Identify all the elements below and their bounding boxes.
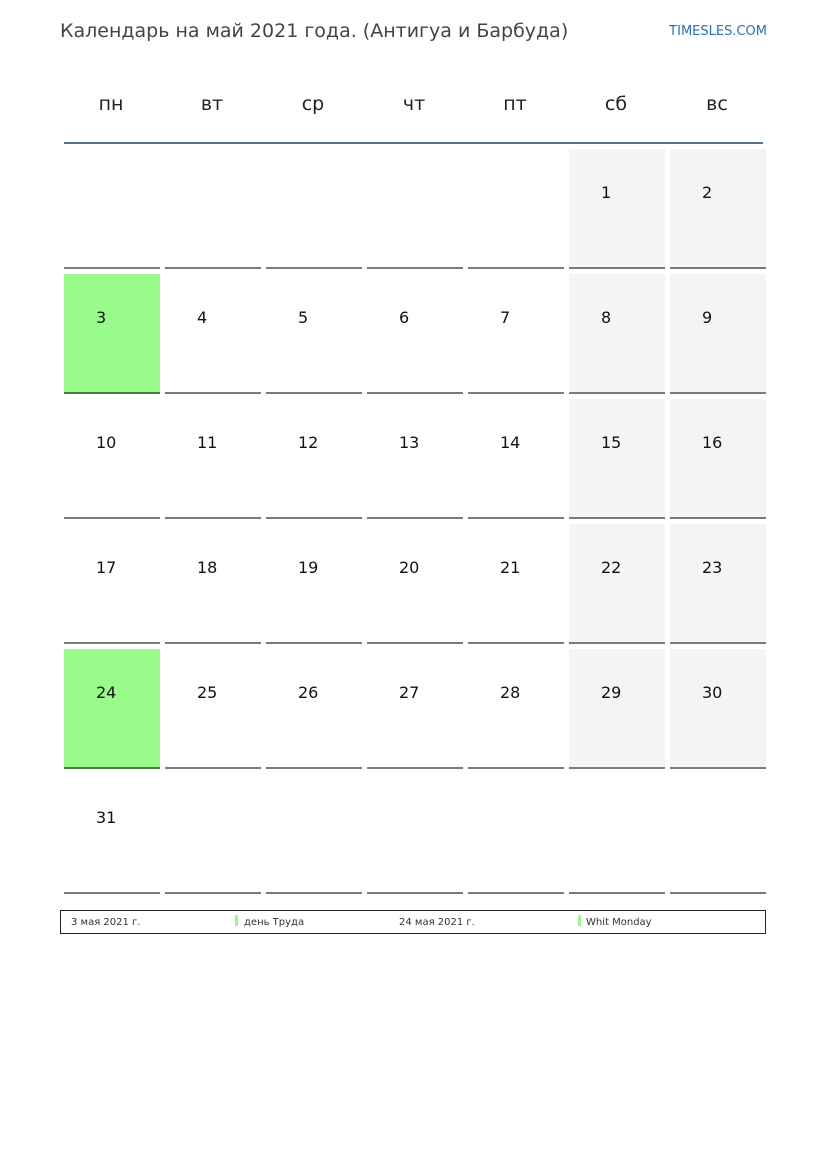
day-number: 30 [702,683,723,702]
day-number: 8 [601,308,612,327]
day-number: 15 [601,433,622,452]
day-number: 4 [197,308,208,327]
day-cell[interactable] [266,399,362,519]
day-cell[interactable] [367,649,463,769]
weekday-label: чт [402,93,426,115]
day-cell[interactable] [569,149,665,269]
empty-day-cell [670,774,766,894]
header-divider [64,142,763,144]
day-number: 14 [500,433,521,452]
day-number: 26 [298,683,319,702]
day-number: 18 [197,558,218,577]
day-cell[interactable] [64,399,160,519]
empty-day-cell [165,149,261,269]
day-number: 20 [399,558,420,577]
weekday-label: пт [503,93,527,115]
day-number: 31 [96,808,117,827]
legend-date: 3 мая 2021 г. [71,917,141,928]
day-number: 10 [96,433,117,452]
day-number: 19 [298,558,319,577]
day-number: 3 [96,308,107,327]
day-cell[interactable] [266,274,362,394]
day-number: 16 [702,433,723,452]
day-cell[interactable] [165,524,261,644]
day-cell[interactable] [64,274,160,394]
day-number: 13 [399,433,420,452]
legend-color-marker [235,915,238,926]
day-number: 2 [702,183,713,202]
legend-color-marker [578,915,581,926]
day-number: 5 [298,308,309,327]
day-cell[interactable] [468,649,564,769]
legend-date: 24 мая 2021 г. [399,917,475,928]
weekday-label: вт [200,93,224,115]
day-number: 23 [702,558,723,577]
empty-day-cell [468,149,564,269]
day-cell[interactable] [670,149,766,269]
day-cell[interactable] [569,524,665,644]
day-number: 9 [702,308,713,327]
day-cell[interactable] [670,399,766,519]
empty-day-cell [266,774,362,894]
day-cell[interactable] [670,524,766,644]
day-number: 27 [399,683,420,702]
weekday-label: ср [301,93,325,115]
day-cell[interactable] [468,274,564,394]
page-title: Календарь на май 2021 года. (Антигуа и Барбуда) [60,20,569,42]
day-cell[interactable] [569,399,665,519]
day-cell[interactable] [165,274,261,394]
empty-day-cell [64,149,160,269]
holiday-legend [60,910,766,934]
day-number: 12 [298,433,319,452]
weekday-header [63,88,763,122]
site-link[interactable]: TIMESLES.COM [669,24,767,39]
day-cell[interactable] [569,274,665,394]
day-cell[interactable] [468,524,564,644]
day-cell[interactable] [165,399,261,519]
day-cell[interactable] [64,649,160,769]
day-number: 22 [601,558,622,577]
day-number: 29 [601,683,622,702]
day-cell[interactable] [569,649,665,769]
weekday-label: вс [706,93,728,115]
day-cell[interactable] [670,274,766,394]
empty-day-cell [266,149,362,269]
weekday-label: сб [604,93,628,115]
day-cell[interactable] [64,524,160,644]
legend-holiday-name: день Труда [244,917,305,928]
day-number: 25 [197,683,218,702]
day-cell[interactable] [165,649,261,769]
day-cell[interactable] [266,524,362,644]
empty-day-cell [367,149,463,269]
day-number: 11 [197,433,218,452]
day-cell[interactable] [266,649,362,769]
empty-day-cell [367,774,463,894]
day-number: 17 [96,558,117,577]
calendar-grid [64,149,764,894]
empty-day-cell [569,774,665,894]
day-cell[interactable] [64,774,160,894]
day-number: 21 [500,558,521,577]
day-number: 7 [500,308,511,327]
day-cell[interactable] [367,399,463,519]
day-cell[interactable] [670,649,766,769]
day-number: 28 [500,683,521,702]
day-number: 24 [96,683,117,702]
empty-day-cell [468,774,564,894]
legend-holiday-name: Whit Monday [586,917,652,928]
day-cell[interactable] [468,399,564,519]
day-number: 1 [601,183,612,202]
empty-day-cell [165,774,261,894]
day-cell[interactable] [367,524,463,644]
day-number: 6 [399,308,410,327]
day-cell[interactable] [367,274,463,394]
weekday-label: пн [98,93,124,115]
